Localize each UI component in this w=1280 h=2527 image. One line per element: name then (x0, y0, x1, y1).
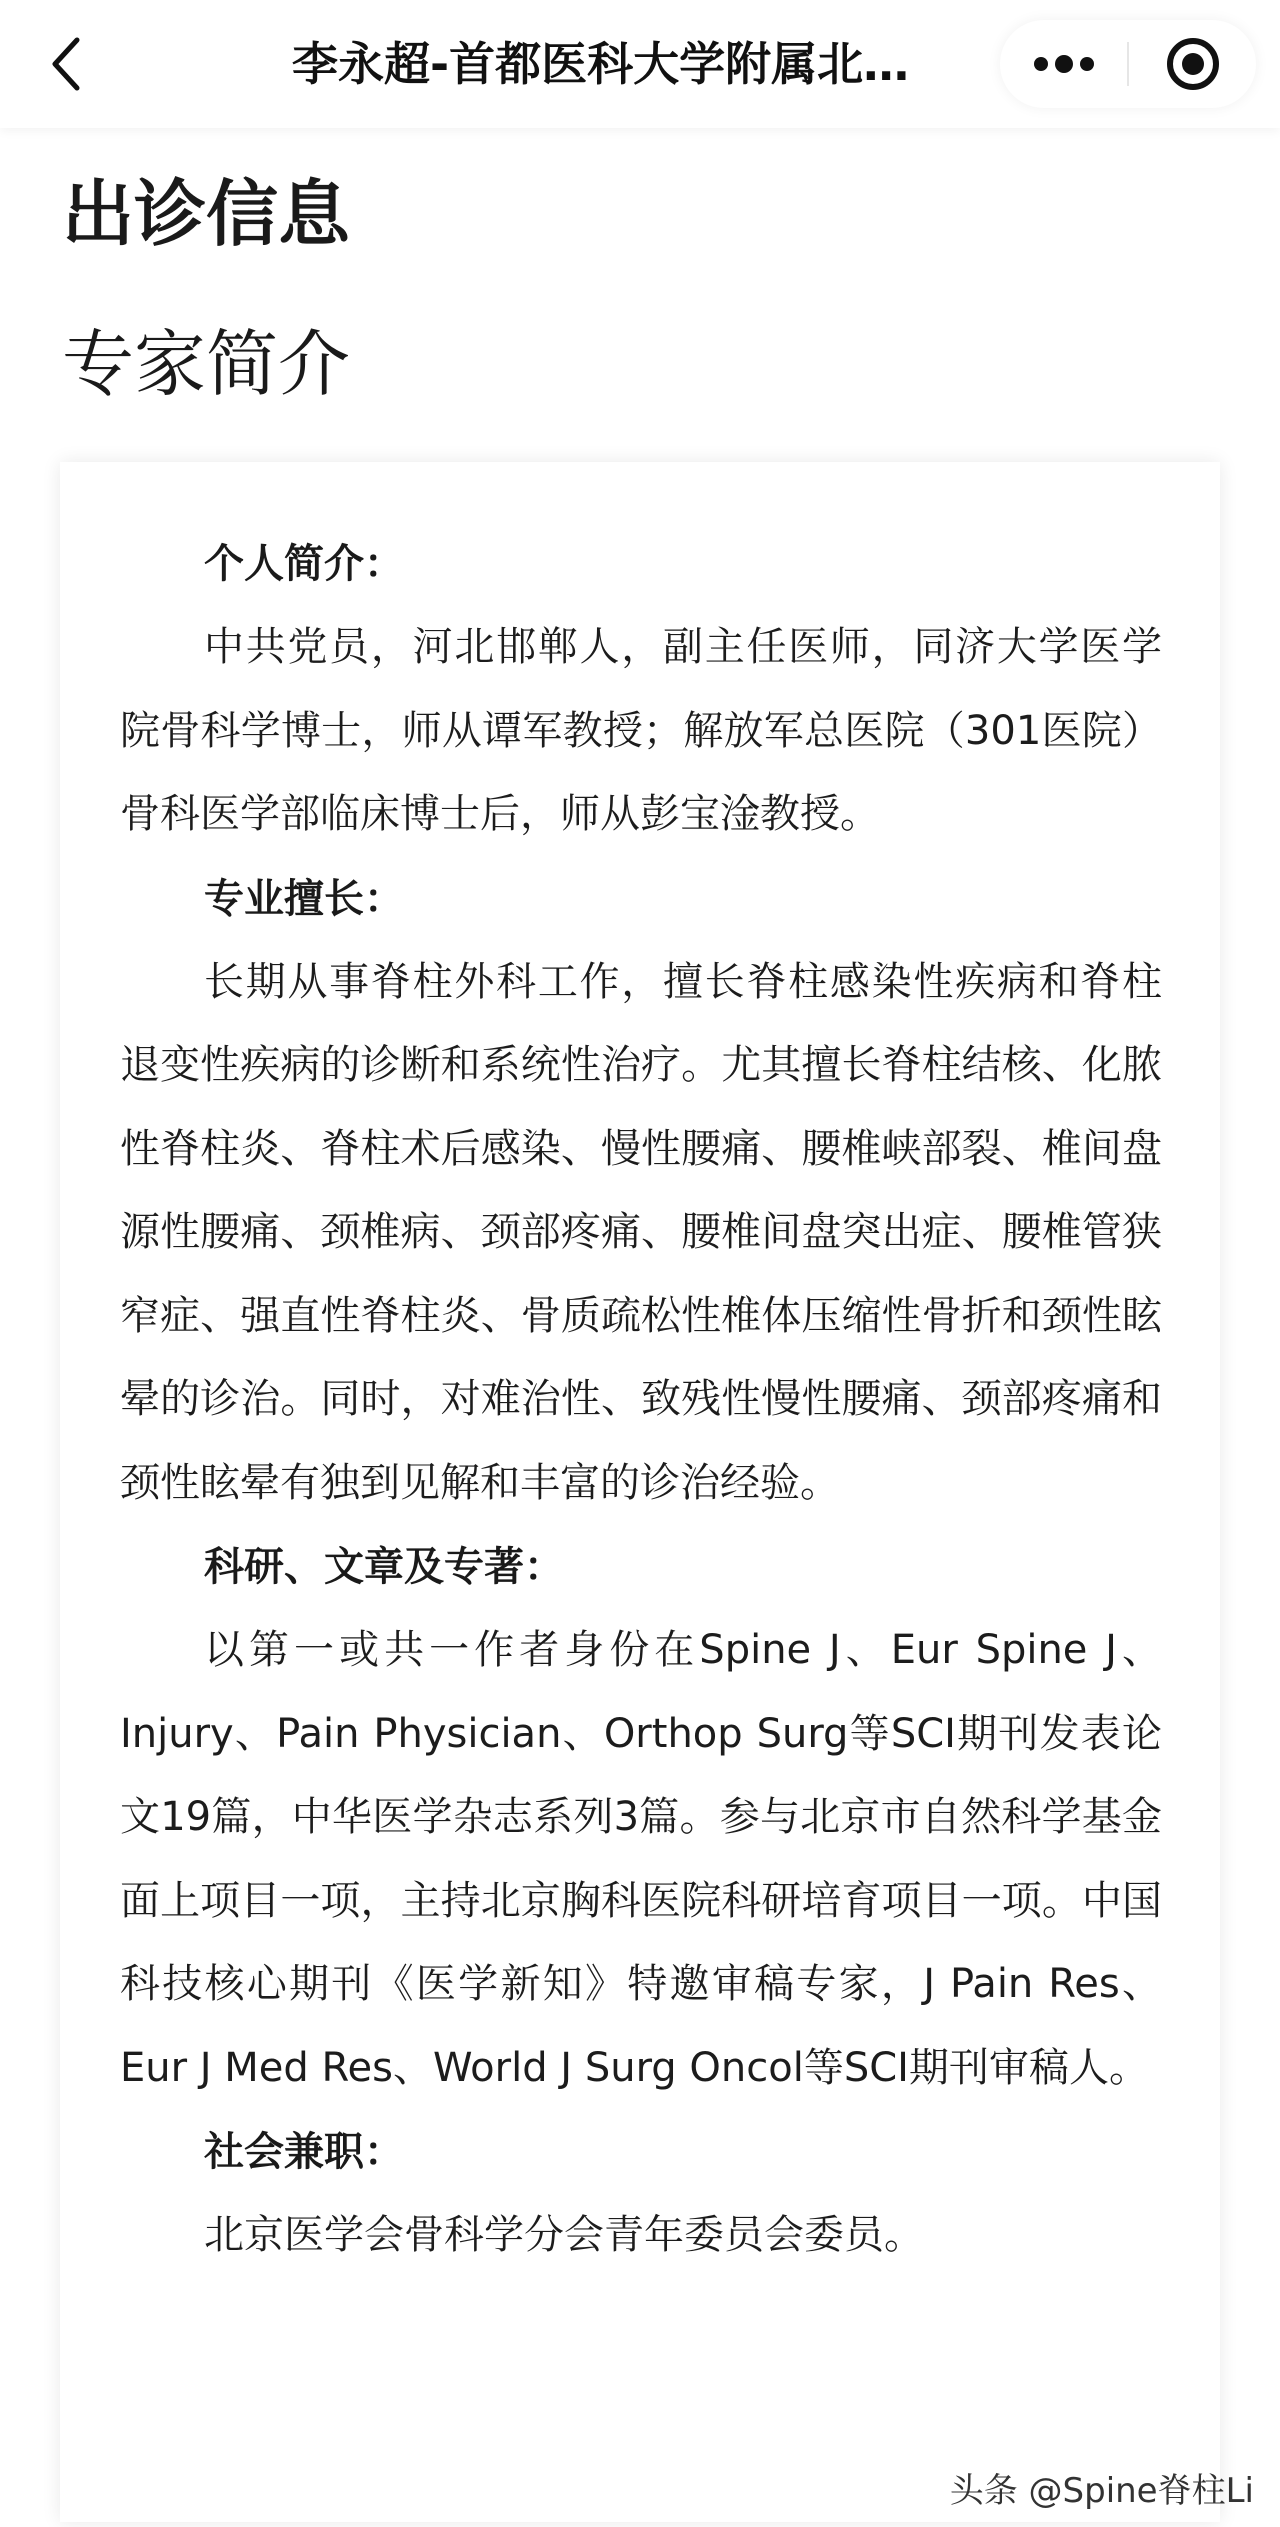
section-title-social: 社会兼职： (204, 2129, 404, 2175)
section-title-personal: 个人简介： (204, 541, 404, 587)
back-button[interactable] (34, 30, 98, 98)
top-nav-bar (0, 0, 1280, 128)
page-title: 李永超-首都医科大学附属北… (292, 37, 910, 91)
section-body-research: 以第一或共一作者身份在Spine J、Eur Spine J、Injury、Pain Physician、Orthop Surg等SCI期刊发表论文19篇，中华医学杂志系列3篇。参与北京市自然科学基金面上项目一项，主持北京胸科医院科研培育项目一项。中国科技核心期刊《医学新知》特邀审稿专家，J Pain Res、Eur J Med Res、World J Surg Oncol等SCI期刊审稿人。 (120, 1627, 1162, 2091)
mini-program-capsule (1000, 20, 1256, 108)
profile-content (120, 522, 1162, 2278)
close-button[interactable] (1129, 20, 1256, 108)
profile-card (60, 462, 1220, 2522)
section-body-specialty: 长期从事脊柱外科工作，擅长脊柱感染性疾病和脊柱退变性疾病的诊断和系统性治疗。尤其擅长脊柱结核、化脓性脊柱炎、脊柱术后感染、慢性腰痛、腰椎峡部裂、椎间盘源性腰痛、颈椎病、颈部疼痛、腰椎间盘突出症、腰椎管狭窄症、强直性脊柱炎、骨质疏松性椎体压缩性骨折和颈性眩晕的诊治。同时，对难治性、致残性慢性腰痛、颈部疼痛和颈性眩晕有独到见解和丰富的诊治经验。 (120, 958, 1162, 1506)
section-title-research: 科研、文章及专著： (204, 1544, 564, 1590)
watermark-label: 头条 @Spine脊柱Li (949, 2471, 1254, 2511)
section-title-specialty: 专业擅长： (204, 875, 404, 922)
target-circle-icon (1165, 36, 1221, 92)
visit-info-heading: 出诊信息 (62, 172, 351, 256)
expert-intro-heading: 专家简介 (62, 322, 351, 406)
more-dots-icon (1032, 54, 1096, 74)
chevron-left-icon (49, 36, 83, 92)
more-button[interactable] (1000, 20, 1127, 108)
section-body-social: 北京医学会骨科学分会青年委员会委员。 (204, 2212, 924, 2258)
section-body-personal: 中共党员，河北邯郸人，副主任医师，同济大学医学院骨科学博士，师从谭军教授；解放军总医院（301医院）骨科医学部临床博士后，师从彭宝淦教授。 (120, 624, 1162, 837)
